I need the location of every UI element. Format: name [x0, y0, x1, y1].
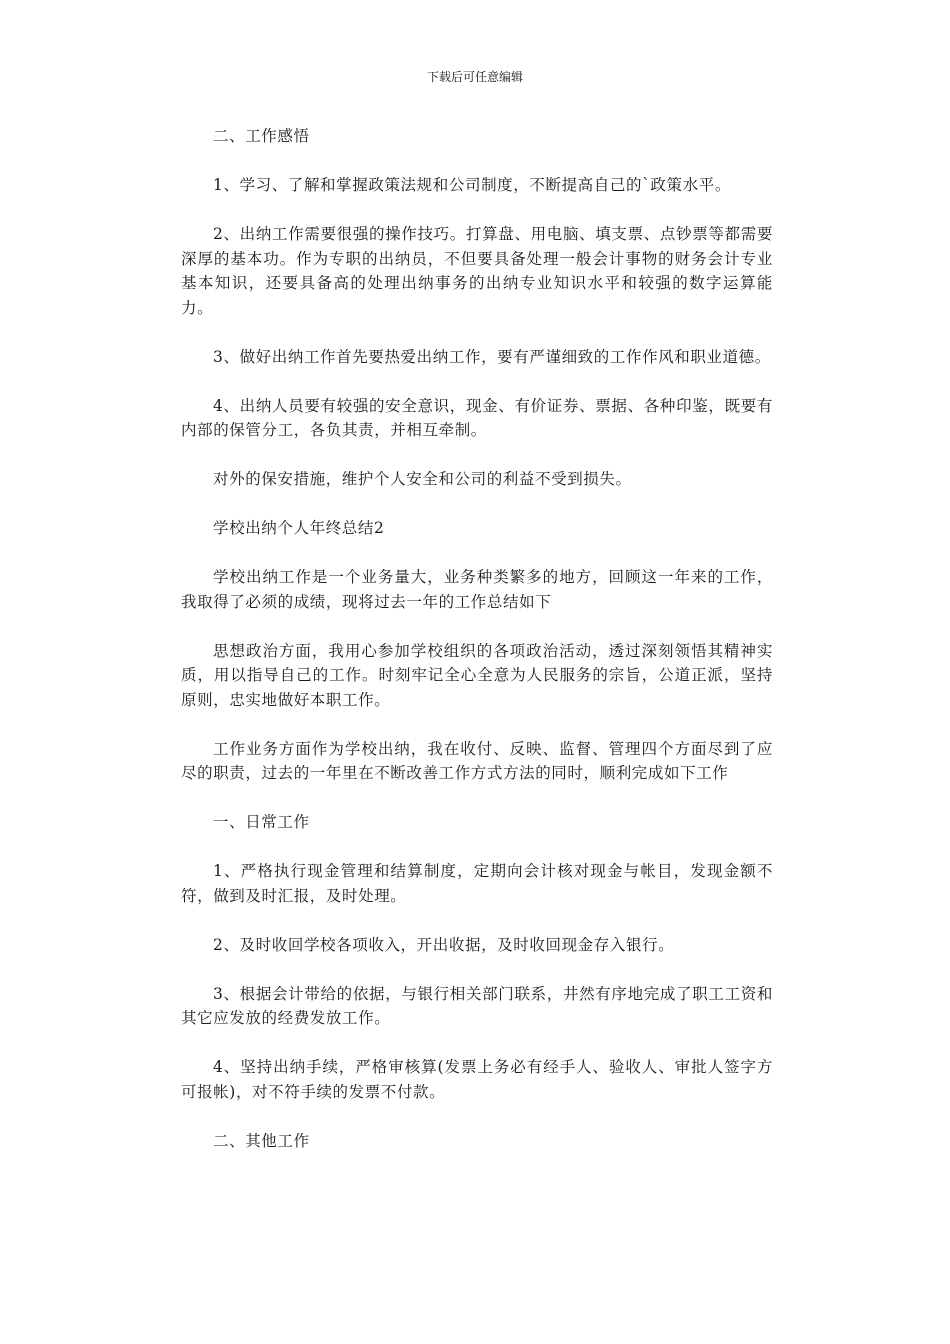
paragraph: 工作业务方面作为学校出纳，我在收付、反映、监督、管理四个方面尽到了应尽的职责，过去的一年里在不断改善工作方式方法的同时，顺利完成如下工作 — [181, 739, 773, 782]
paragraph: 4、出纳人员要有较强的安全意识，现金、有价证券、票据、各种印鉴，既要有内部的保管分工，各负其责，并相互牵制。 — [181, 396, 773, 439]
paragraph: 学校出纳工作是一个业务量大，业务种类繁多的地方，回顾这一年来的工作，我取得了必须的成绩，现将过去一年的工作总结如下 — [181, 568, 773, 611]
paragraph: 2、及时收回学校各项收入，开出收据，及时收回现金存入银行。 — [213, 935, 675, 954]
section-heading-other-work: 二、其他工作 — [213, 1131, 310, 1150]
paragraph: 思想政治方面，我用心参加学校组织的各项政治活动，透过深刻领悟其精神实质，用以指导自己的工作。时刻牢记全心全意为人民服务的宗旨，公道正派，坚持原则，忠实地做好本职工作。 — [181, 641, 773, 709]
document-body — [181, 124, 773, 1178]
page-header: 下载后可任意编辑 — [426, 70, 523, 84]
paragraph: 1、学习、了解和掌握政策法规和公司制度，不断提高自己的`政策水平。 — [213, 176, 731, 194]
paragraph: 对外的保安措施，维护个人安全和公司的利益不受到损失。 — [213, 470, 632, 488]
paragraph: 4、坚持出纳手续，严格审核算(发票上务必有经手人、验收人、审批人签字方可报帐)，对不符手续的发票不付款。 — [181, 1058, 773, 1101]
paragraph: 2、出纳工作需要很强的操作技巧。打算盘、用电脑、填支票、点钞票等都需要深厚的基本功。作为专职的出纳员，不但要具备处理一般会计事物的财务会计专业基本知识，还要具备高的处理出纳事务的出纳专业知识水平和较强的数字运算能力。 — [181, 225, 773, 317]
section-heading-daily-work: 一、日常工作 — [213, 813, 310, 831]
paragraph: 3、根据会计带给的依据，与银行相关部门联系，井然有序地完成了职工工资和其它应发放的经费发放工作。 — [181, 984, 773, 1027]
document-subtitle: 学校出纳个人年终总结2 — [213, 519, 385, 537]
section-heading-work-insights: 二、工作感悟 — [213, 127, 310, 145]
paragraph: 1、严格执行现金管理和结算制度，定期向会计核对现金与帐目，发现金额不符，做到及时汇报，及时处理。 — [181, 862, 773, 905]
paragraph: 3、做好出纳工作首先要热爱出纳工作，要有严谨细致的工作作风和职业道德。 — [213, 347, 771, 366]
